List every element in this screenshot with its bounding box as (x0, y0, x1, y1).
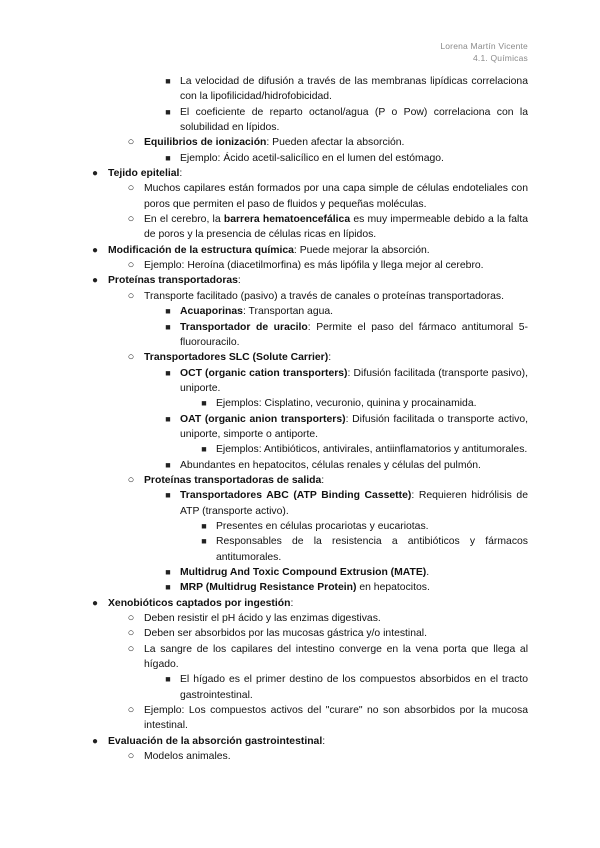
list-item (91, 243, 528, 258)
bullet-icon: ■ (165, 459, 171, 470)
bold-term: Evaluación de la absorción gastrointestinal (108, 735, 323, 747)
bullet-icon: ■ (165, 490, 171, 501)
bullet-icon: ○ (127, 627, 135, 640)
bullet-icon: ○ (127, 213, 135, 226)
bullet-icon: ■ (165, 106, 171, 117)
list-item (127, 135, 528, 150)
list-item (165, 74, 528, 105)
list-item (91, 734, 528, 749)
bullet-icon: ○ (127, 182, 135, 195)
bullet-icon: ■ (165, 582, 171, 593)
item-text: : (321, 474, 325, 486)
bullet-icon: ○ (127, 473, 135, 486)
item-text: Transporte facilitado (pasivo) a través de canales o proteínas transportadoras. (144, 290, 505, 302)
item-text: Ejemplos: Antibióticos, antivirales, antiinflamatorios y antitumorales. (216, 444, 528, 456)
list-item (127, 749, 528, 764)
bullet-icon: ● (91, 275, 99, 287)
item-text: : (290, 597, 294, 609)
item-text: en hepatocitos. (356, 582, 430, 594)
bold-term: Proteínas transportadoras de salida (144, 474, 322, 486)
list-item (165, 458, 528, 473)
item-text: Ejemplo: Heroína (diacetilmorfina) es más lipófila y llega mejor al cerebro. (144, 260, 484, 272)
bold-term: barrera hematoencefálica (223, 214, 351, 226)
list-item (127, 181, 528, 212)
bullet-icon: ○ (127, 612, 135, 625)
item-text: Abundantes en hepatocitos, células renales y células del pulmón. (180, 459, 481, 471)
list-item (165, 320, 528, 351)
bold-term: Equilibrios de ionización (144, 137, 267, 149)
bullet-icon: ○ (127, 351, 135, 364)
item-text: : Transportan agua. (242, 306, 334, 318)
item-text: : (237, 275, 241, 287)
bullet-icon: ○ (127, 750, 135, 763)
bullet-icon: ■ (165, 367, 171, 378)
bullet-icon: ■ (201, 444, 207, 455)
bullet-icon: ■ (165, 76, 171, 86)
bullet-icon: ○ (127, 259, 135, 272)
list-item (201, 519, 528, 534)
list-item (201, 442, 528, 457)
item-text: : Permite el paso del fármaco antitumoral 5-fluorouracilo. (180, 321, 528, 348)
item-text: Presentes en células procariotas y eucariotas. (216, 520, 429, 532)
list-item (165, 580, 528, 595)
item-text: Deben ser absorbidos por las mucosas gástrica y/o intestinal. (144, 628, 427, 640)
bullet-icon: ■ (165, 152, 171, 163)
document-body (0, 74, 600, 764)
list-item (201, 534, 528, 565)
list-item (165, 366, 528, 397)
list-item (165, 105, 528, 136)
bullet-icon: ● (91, 168, 99, 180)
list-item (127, 626, 528, 641)
item-text: : Pueden afectar la absorción. (266, 137, 405, 149)
item-text: La velocidad de difusión a través de las membranas lipídicas correlaciona con la lipofilicidad/hidrofobicidad. (180, 76, 528, 103)
item-text: Muchos capilares están formados por una capa simple de células endoteliales con poros que permiten el paso de fluidos y pequeñas moléculas. (144, 183, 528, 210)
item-text: Deben resistir el pH ácido y las enzimas digestivas. (144, 613, 381, 625)
list-item (165, 672, 528, 703)
list-item (165, 151, 528, 166)
bold-term: Multidrug And Toxic Compound Extrusion (MATE) (180, 567, 427, 578)
item-text: : Difusión facilitada (transporte pasivo), uniporte. (180, 367, 528, 394)
item-text: : Requieren hidrólisis de ATP (transporte activo). (180, 490, 528, 517)
list-item (127, 258, 528, 273)
list-item (127, 212, 528, 243)
bold-term: Transportador de uracilo (180, 321, 308, 333)
list-item (165, 565, 528, 580)
bullet-icon: ○ (127, 704, 135, 717)
section-label: 4.1. Químicas (472, 53, 528, 63)
author-name: Lorena Martín Vicente (440, 41, 528, 51)
bullet-icon: ■ (165, 306, 171, 317)
bullet-icon: ○ (127, 136, 135, 149)
item-text: En el cerebro, la (144, 214, 224, 226)
bold-term: Transportadores SLC (Solute Carrier) (144, 352, 329, 364)
bold-term: Acuaporinas (180, 306, 243, 318)
list-item (91, 273, 528, 288)
item-text: El coeficiente de reparto octanol/agua (P o Pow) correlaciona con la solubilidad en lípidos. (180, 106, 528, 134)
bullet-icon: ○ (127, 642, 135, 655)
bullet-icon: ■ (165, 413, 171, 424)
bold-term: Modificación de la estructura química (108, 244, 294, 256)
bullet-icon: ○ (127, 289, 135, 302)
item-text: : (328, 352, 332, 364)
list-item (91, 166, 528, 181)
item-text: : Puede mejorar la absorción. (293, 244, 430, 256)
bullet-icon: ■ (201, 398, 207, 409)
bullet-icon: ● (91, 597, 99, 609)
list-item (127, 350, 528, 365)
list-item (165, 412, 529, 443)
item-text: La sangre de los capilares del intestino converge en la vena porta que llega al hígado. (144, 643, 528, 671)
list-item (127, 642, 528, 673)
bold-term: OAT (organic anion transporters) (180, 413, 346, 425)
list-item (127, 473, 528, 488)
bold-term: Xenobióticos captados por ingestión (108, 597, 291, 609)
item-text: : (322, 735, 326, 747)
list-item (165, 488, 528, 519)
list-item (127, 611, 528, 626)
item-text: Ejemplos: Cisplatino, vecuronio, quinina y procainamida. (216, 398, 477, 410)
item-text: Ejemplo: Los compuestos activos del "curare" no son absorbidos por la mucosa intestinal. (144, 705, 528, 732)
page-header (440, 40, 528, 64)
bullet-icon: ■ (201, 520, 207, 531)
bullet-icon: ■ (165, 674, 171, 685)
bold-term: Proteínas transportadoras (108, 275, 238, 287)
list-item (91, 596, 528, 611)
item-text: : Difusión facilitada o transporte activo, uniporte, simporte o antiporte. (180, 413, 529, 440)
bold-term: Tejido epitelial (108, 168, 180, 180)
bullet-icon: ■ (165, 567, 171, 577)
item-text: El hígado es el primer destino de los compuestos absorbidos en el tracto gastrointestinal. (180, 674, 528, 701)
item-text: . (426, 567, 430, 578)
bullet-icon: ■ (165, 321, 171, 332)
list-item (165, 304, 528, 319)
bold-term: Transportadores ABC (ATP Binding Cassette) (180, 490, 412, 502)
bullet-icon: ● (91, 244, 99, 256)
list-item (201, 396, 528, 411)
item-text: Modelos animales. (144, 751, 231, 763)
bold-term: MRP (Multidrug Resistance Protein) (180, 582, 357, 594)
list-item (127, 703, 528, 734)
item-text: Responsables de la resistencia a antibióticos y fármacos antitumorales. (216, 536, 528, 563)
list-item (127, 289, 528, 304)
bold-term: OCT (organic cation transporters) (180, 367, 348, 379)
bullet-icon: ● (91, 735, 99, 747)
item-text: : (179, 168, 183, 180)
bullet-icon: ■ (201, 536, 207, 547)
item-text: es muy impermeable debido a la falta de poros y la presencia de células ricas en lípidos. (144, 214, 528, 241)
item-text: Ejemplo: Ácido acetil-salicílico en el lumen del estómago. (180, 152, 444, 164)
